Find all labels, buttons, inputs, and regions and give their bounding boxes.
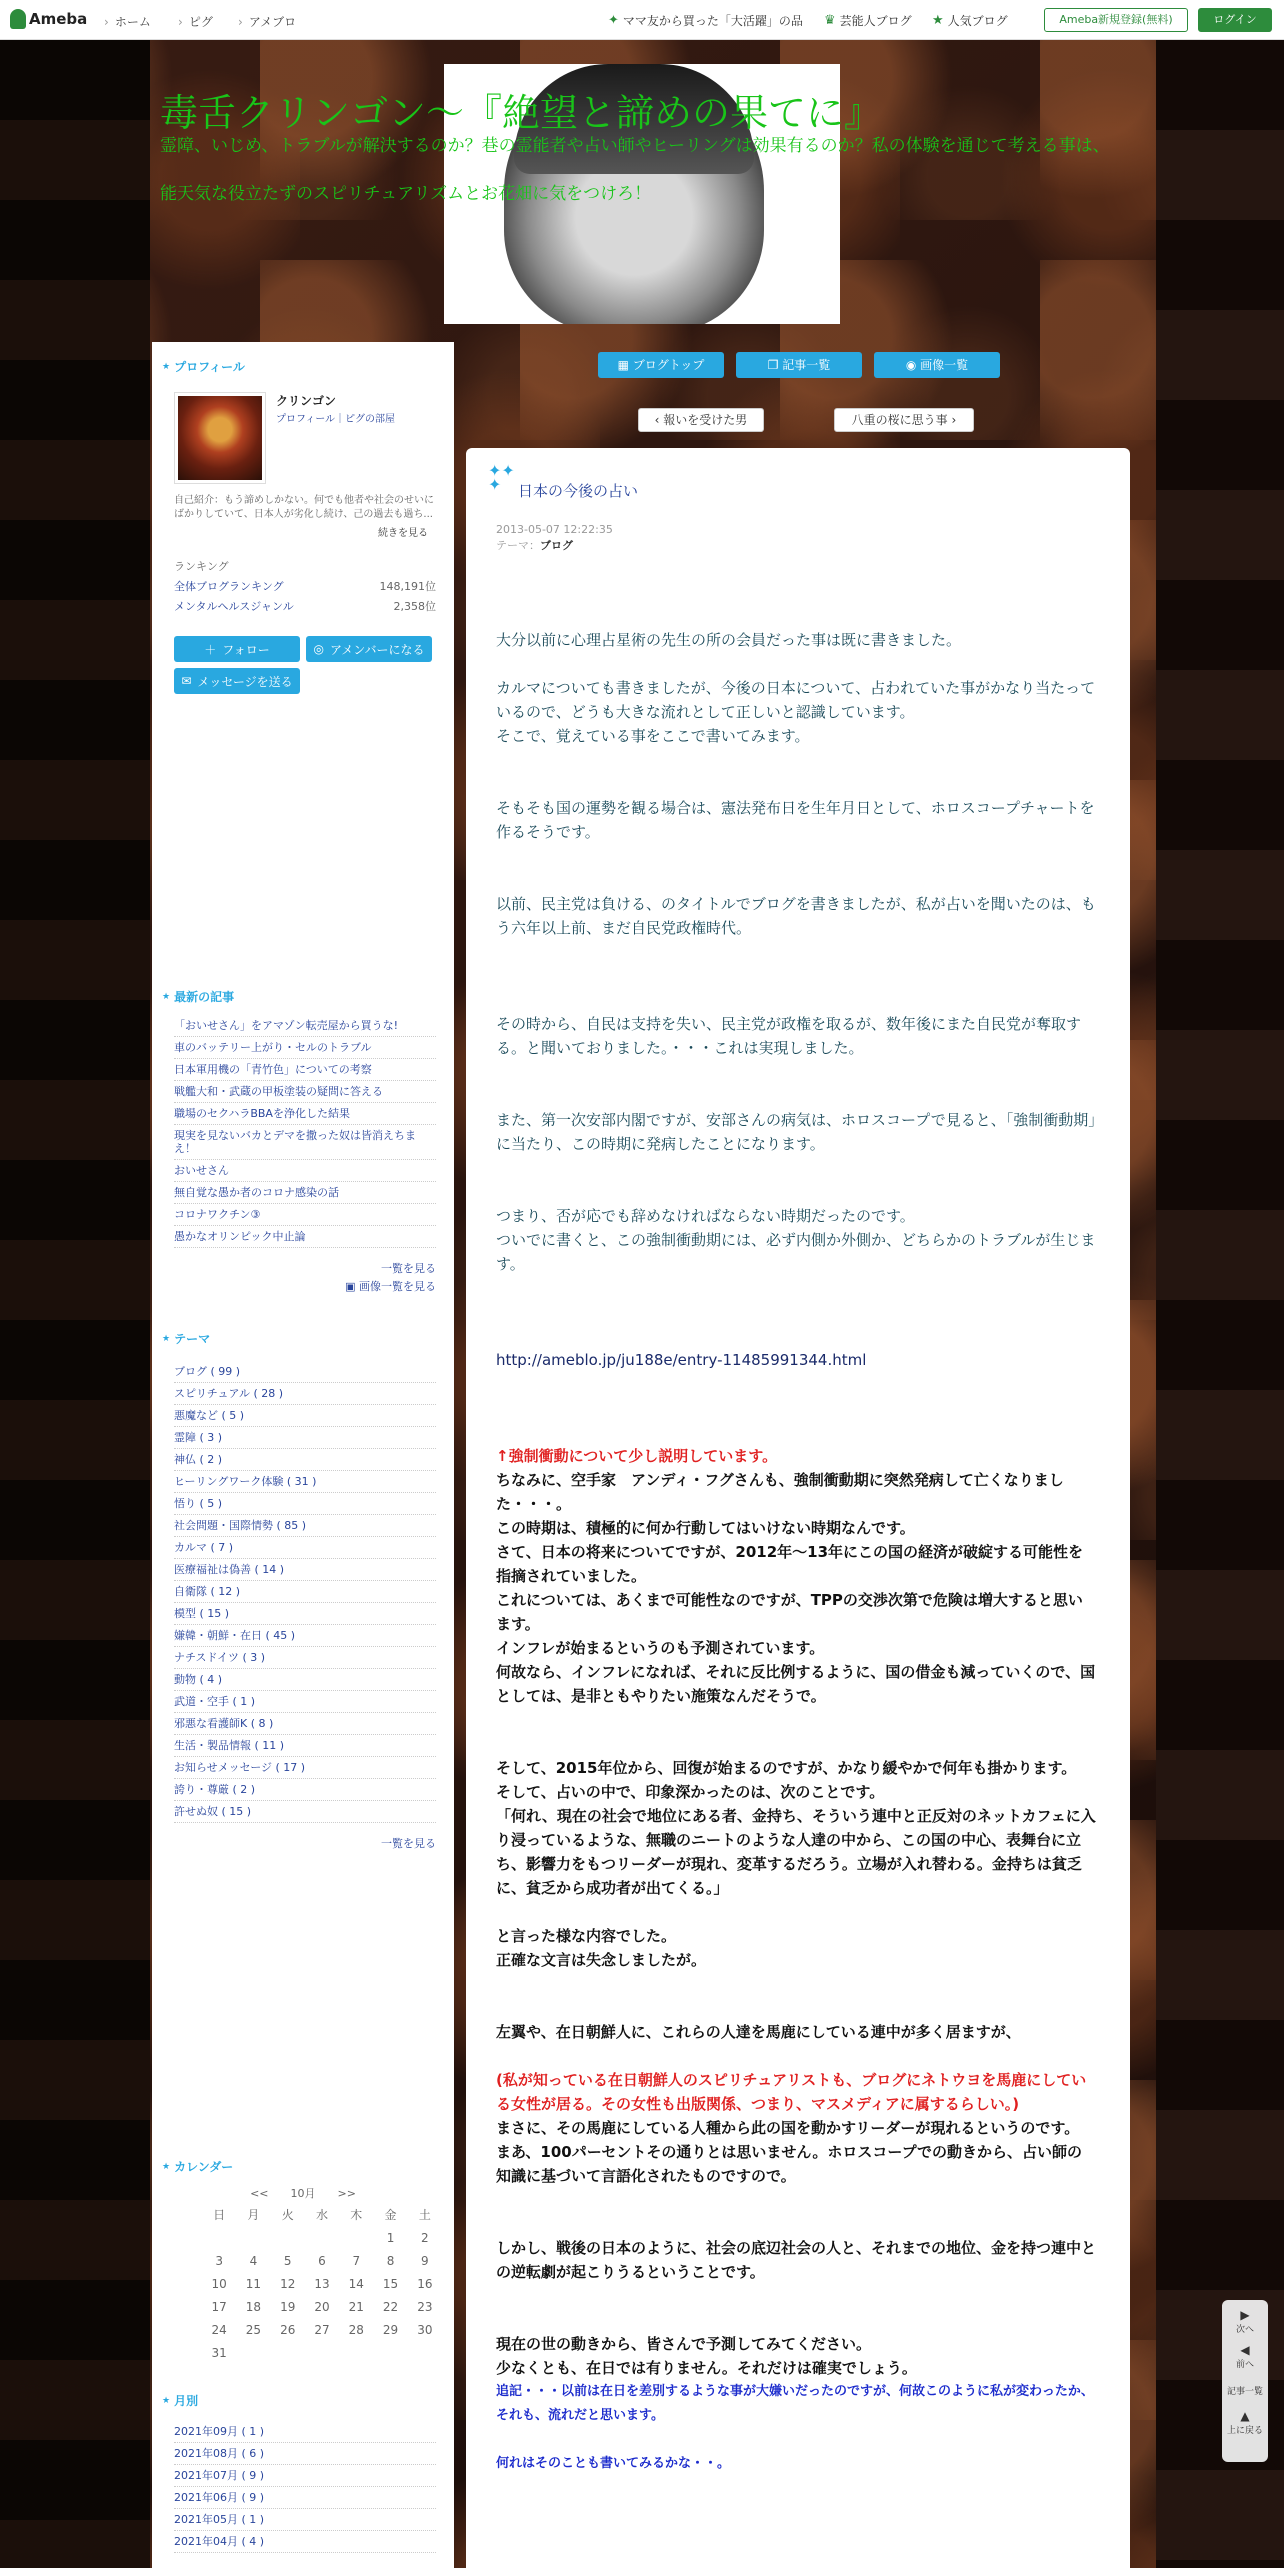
archive-month-link[interactable]: 2021年05月 ( 1 ) [174, 2509, 436, 2531]
calendar-weekday: 土 [418, 2208, 431, 2222]
profile-intro: 自己紹介：もう諦めしかない。何でも他者や社会のせいにばかりしていて、日本人が劣化し続け、己の過去も過ち... [174, 495, 434, 520]
recent-more-link[interactable]: 一覧を見る [381, 1262, 436, 1275]
documents-icon: ❐ [767, 358, 783, 372]
calendar-day[interactable]: 25 [245, 2322, 262, 2337]
paragraph: これについては、あくまで可能性なのですが、TPPの交渉次第で危険は増大すると思います。 [496, 1591, 1083, 1633]
background-right-panel [1156, 40, 1284, 2568]
prev-article-label: 報いを受けた男 [663, 413, 748, 427]
paragraph: さて、日本の将来についてですが、2012年～13年にこの国の経済が破綻する可能性を指摘されていました。 [496, 1543, 1084, 1585]
theme-link[interactable]: 許せぬ奴 ( 15 ) [174, 1801, 436, 1823]
theme-link[interactable]: 生活・製品情報 ( 11 ) [174, 1735, 436, 1757]
article-url-link[interactable]: http://ameblo.jp/ju188e/entry-11485991344.html [496, 1351, 867, 1369]
calendar-day [271, 2341, 305, 2364]
theme-link[interactable]: ナチスドイツ ( 3 ) [174, 1647, 436, 1669]
login-button[interactable]: ログイン [1198, 8, 1272, 32]
recent-article-link[interactable]: 車のバッテリー上がり・セルのトラブル [174, 1037, 436, 1059]
ranking-genre-label: メンタルヘルスジャンル [174, 600, 294, 613]
triangle-left-icon: ◀ [1240, 2343, 1250, 2357]
theme-list [174, 1361, 436, 1823]
ameba-logo-icon [10, 9, 26, 29]
ameba-logo-text: Ameba [29, 10, 88, 28]
amember-label: アメンバーになる [330, 642, 425, 657]
recent-article-link[interactable]: おいせさん [174, 1160, 436, 1182]
blog-description-line2: 能天気な役立たずのスピリチュアリズムとお花畑に気をつけろ！ [160, 184, 652, 204]
calendar-day[interactable]: 30 [417, 2322, 433, 2337]
calendar-day[interactable]: 10 [211, 2276, 227, 2291]
ameba-header-bar [0, 0, 1284, 40]
paragraph-note: 何れはそのことも書いてみるかな・・。 [496, 2456, 731, 2471]
article-date: 2013-05-07 12:22:35 [496, 523, 613, 536]
paragraph: この時期は、積極的に何か行動してはいけない時期なんです。 [496, 1519, 915, 1537]
calendar-day[interactable]: 22 [382, 2299, 399, 2314]
calendar-day[interactable]: 23 [417, 2299, 433, 2314]
recent-article-link[interactable]: 戦艦大和・武蔵の甲板塗装の疑問に答える [174, 1081, 436, 1103]
ranking-overall-value: 148,191位 [379, 580, 436, 593]
profile-name[interactable]: クリンゴン [276, 394, 337, 408]
themes-section [162, 1330, 444, 1851]
calendar-day[interactable]: 21 [348, 2299, 364, 2314]
calendar-month: 10月 [290, 2187, 316, 2200]
calendar-day[interactable]: 2 [421, 2230, 429, 2245]
calendar-day[interactable]: 1 [386, 2230, 395, 2245]
theme-link[interactable]: カルマ ( 7 ) [174, 1537, 436, 1559]
chevron-left-icon: ‹ [654, 413, 664, 427]
recent-heading-label: 最新の記事 [174, 990, 235, 1004]
nav-pigg[interactable]: › ピグ [178, 13, 213, 30]
amember-icon: ◎ [313, 642, 325, 656]
chevron-right-icon: › [947, 413, 957, 427]
popular-blog-link[interactable] [932, 12, 1008, 29]
calendar-day[interactable]: 19 [280, 2299, 296, 2314]
star-bullet-icon: ★ [162, 1333, 171, 1344]
calendar-day[interactable]: 28 [348, 2322, 364, 2337]
archive-month-link[interactable]: 2021年07月 ( 9 ) [174, 2465, 436, 2487]
calendar-week-row [202, 2272, 442, 2295]
calendar-day [339, 2226, 373, 2249]
nav-home[interactable]: › ホーム [104, 13, 151, 30]
plus-icon: ＋ [204, 642, 217, 657]
calendar-day[interactable]: 15 [382, 2276, 399, 2291]
theme-link[interactable]: 神仏 ( 2 ) [174, 1449, 436, 1471]
calendar-weekday: 火 [281, 2208, 294, 2222]
ameba-logo[interactable] [10, 9, 87, 29]
calendar-day[interactable]: 6 [318, 2253, 326, 2268]
amember-button[interactable] [306, 636, 432, 662]
back-to-top-button[interactable] [1222, 2409, 1268, 2436]
tab-image-list-label: 画像一覧 [920, 358, 969, 372]
profile-section [162, 358, 444, 385]
archive-heading-label: 月別 [174, 2394, 199, 2408]
recent-article-link[interactable]: 職場のセクハラBBAを浄化した結果 [174, 1103, 436, 1125]
image-icon: ▣ [345, 1280, 359, 1293]
calendar-week-row [202, 2226, 442, 2249]
article-meta [496, 522, 613, 554]
themes-heading [162, 1330, 444, 1347]
triangle-right-icon: ▶ [1240, 2308, 1250, 2322]
archive-month-link[interactable]: 2021年09月 ( 1 ) [174, 2421, 436, 2443]
calendar-week-row [202, 2295, 442, 2318]
recent-article-link[interactable]: 現実を見ないバカとデマを撒った奴は皆消えちまえ！ [174, 1125, 436, 1160]
calendar-day[interactable]: 9 [421, 2253, 429, 2268]
paragraph: インフレが始まるというのも予測されています。 [496, 1639, 825, 1657]
profile-more-link[interactable]: 続きを見る [378, 528, 428, 539]
article-list-button[interactable]: 記事一覧 [1226, 2387, 1263, 2397]
theme-link[interactable]: スピリチュアル ( 28 ) [174, 1383, 436, 1405]
calendar-day [339, 2341, 373, 2364]
archive-month-link[interactable]: 2021年08月 ( 6 ) [174, 2443, 436, 2465]
next-article-button[interactable] [1222, 2308, 1268, 2335]
image-list-label: 画像一覧を見る [359, 1280, 436, 1293]
blog-description-line1: 霊障、いじめ、トラブルが解決するのか？巷の霊能者や占い師やヒーリングは効果有るのか？私の体験を通じて考える事は、 [160, 136, 1110, 156]
profile-links[interactable]: プロフィール｜ピグの部屋 [276, 414, 395, 425]
calendar-day[interactable]: 18 [245, 2299, 262, 2314]
archive-month-link[interactable]: 2021年06月 ( 9 ) [174, 2487, 436, 2509]
camera-icon: ◉ [905, 358, 921, 372]
calendar-week-row [202, 2341, 442, 2364]
theme-link[interactable]: 邪悪な看護師K ( 8 ) [174, 1713, 436, 1735]
triangle-up-icon: ▲ [1240, 2409, 1250, 2423]
celebrity-blog-label: 芸能人ブログ [839, 14, 912, 28]
paragraph: ついでに書くと、この強制衝動期には、必ず内側か外側か、どちらかのトラブルが生じます。 [496, 1231, 1096, 1273]
recent-heading [162, 988, 444, 1005]
calendar-day[interactable]: 3 [215, 2253, 223, 2268]
paragraph: 以前、民主党は負ける、のタイトルでブログを書きましたが、私が占いを聞いたのは、もう六年以上前、まだ自民党政権時代。 [496, 895, 1096, 937]
theme-link[interactable]: 悪魔など ( 5 ) [174, 1405, 436, 1427]
top-label: 上に戻る [1226, 2426, 1263, 2436]
calendar-weekday-row [202, 2203, 442, 2226]
nav-ameblo[interactable]: › アメブロ [238, 13, 296, 30]
calendar-day [373, 2341, 407, 2364]
prev-article-button[interactable] [1222, 2343, 1268, 2370]
paragraph-highlight: ↑強制衝動について少し説明しています。 [496, 1447, 778, 1465]
calendar-heading-label: カレンダー [174, 2160, 234, 2174]
next-label: 次へ [1235, 2325, 1254, 2335]
paragraph: まさに、その馬鹿にしている人種から此の国を動かすリーダーが現れるというのです。 [496, 2119, 1080, 2137]
calendar-day[interactable]: 8 [386, 2253, 395, 2268]
crown-icon: ♛ [824, 13, 836, 28]
star-bullet-icon: ★ [162, 2395, 171, 2406]
sparkle-icon: ✦ [608, 13, 619, 28]
tab-blog-top-label: ブログトップ [632, 358, 705, 372]
themes-more-link[interactable]: 一覧を見る [381, 1837, 436, 1850]
star-icon: ★ [932, 13, 944, 28]
calendar-prev[interactable]: << [250, 2187, 269, 2200]
paragraph: 「何れ、現在の社会で地位にある者、金持ち、そういう連中と正反対のネットカフェに入り浸っているような、無職のニートのような人達の中から、この国の中心、表舞台に立ち、影響力をもつリーダーが現れ、変革するだろう。立場が入れ替わる。金持ちは貧乏に、貧乏から成功者が出てくる。」 [496, 1807, 1096, 1897]
paragraph: つまり、否が応でも辞めなければならない時期だったのです。 [496, 1207, 915, 1225]
theme-link[interactable]: 自衛隊 ( 12 ) [174, 1581, 436, 1603]
paragraph: その時から、自民は支持を失い、民主党が政権を取るが、数年後にまた自民党が奪取する。と聞いておりました。・・・これは実現しました。 [496, 1015, 1082, 1057]
theme-link[interactable]: ヒーリングワーク体験 ( 31 ) [174, 1471, 436, 1493]
paragraph: そもそも国の運勢を観る場合は、憲法発布日を生年月日として、ホロスコープチャートを作るそうです。 [496, 799, 1095, 841]
paragraph: また、第一次安部内閣ですが、安部さんの病気は、ホロスコープで見ると、「強制衝動期」に当たり、この時期に発病したことになります。 [496, 1111, 1096, 1153]
calendar-day [236, 2226, 270, 2249]
calendar-icon: ▦ [617, 358, 633, 372]
background-left-panel [0, 40, 150, 2568]
calendar-day [408, 2341, 442, 2364]
calendar-day[interactable]: 5 [283, 2253, 292, 2268]
article-theme-link[interactable]: ブログ [540, 539, 573, 552]
tab-image-list[interactable] [874, 352, 1000, 378]
ad-label: AD [156, 718, 170, 728]
archive-month-link[interactable]: 2021年04月 ( 4 ) [174, 2531, 436, 2553]
recent-article-link[interactable]: コロナワクチン③ [174, 1204, 436, 1226]
theme-link[interactable]: 医療福祉は偽善 ( 14 ) [174, 1559, 436, 1581]
star-bullet-icon: ★ [162, 361, 171, 372]
themes-heading-label: テーマ [174, 1332, 211, 1346]
paragraph: 現在の世の動きから、皆さんで予測してみてください。 [496, 2335, 872, 2353]
prev-article-link[interactable] [638, 408, 764, 432]
calendar-day[interactable]: 14 [348, 2276, 364, 2291]
calendar-day[interactable]: 31 [211, 2345, 227, 2360]
tab-article-list-label: 記事一覧 [782, 358, 831, 372]
ranking-row-overall[interactable] [174, 578, 436, 594]
calendar-day [271, 2226, 305, 2249]
calendar-day [236, 2341, 270, 2364]
ad-label-2: AD [156, 1888, 170, 1898]
next-article-link[interactable] [834, 408, 974, 432]
ranking-row-genre[interactable] [174, 598, 436, 614]
popular-blog-label: 人気ブログ [947, 14, 1008, 28]
tab-blog-top[interactable] [598, 352, 724, 378]
calendar-weekday: 金 [384, 2208, 397, 2222]
article-theme-label: テーマ： [496, 539, 540, 552]
paragraph: 左翼や、在日朝鮮人に、これらの人達を馬鹿にしている連中が多く居ますが、 [496, 2023, 1021, 2041]
calendar-day[interactable]: 24 [211, 2322, 227, 2337]
calendar-week-row [202, 2318, 442, 2341]
prev-label: 前へ [1235, 2360, 1254, 2370]
register-button[interactable]: Ameba新規登録(無料) [1044, 8, 1188, 32]
profile-avatar[interactable] [174, 392, 266, 484]
paragraph: 何故なら、インフレになれば、それに反比例するように、国の借金も減っていくので、国としては、是非ともやりたい施策なんだそうで。 [496, 1663, 1096, 1705]
paragraph: そして、2015年位から、回復が始まるのですが、かなり緩やかで何年も掛かります。 [496, 1759, 1077, 1777]
blog-description [160, 134, 1120, 206]
ranking-label: ランキング [174, 560, 229, 573]
calendar-day[interactable]: 12 [280, 2276, 296, 2291]
theme-link[interactable]: ブログ ( 99 ) [174, 1361, 436, 1383]
calendar-nav [162, 2185, 444, 2201]
calendar-day[interactable]: 29 [382, 2322, 399, 2337]
next-article-label: 八重の桜に思う事 [851, 413, 948, 427]
profile-heading-label: プロフィール [174, 360, 245, 374]
calendar-weekday: 水 [315, 2208, 328, 2222]
follow-button[interactable] [174, 636, 300, 662]
theme-link[interactable]: 霊障 ( 3 ) [174, 1427, 436, 1449]
calendar-day[interactable]: 11 [245, 2276, 262, 2291]
calendar-day[interactable]: 16 [417, 2276, 433, 2291]
recent-articles-section [162, 988, 444, 1294]
paragraph: そこで、覚えている事をここで書いてみます。 [496, 727, 810, 745]
mail-icon: ✉ [181, 674, 192, 688]
message-button[interactable] [174, 668, 300, 694]
calendar-day[interactable]: 17 [211, 2299, 227, 2314]
star-bullet-icon: ★ [162, 991, 171, 1002]
theme-link[interactable]: 社会問題・国際情勢 ( 85 ) [174, 1515, 436, 1537]
theme-link[interactable]: お知らせメッセージ ( 17 ) [174, 1757, 436, 1779]
calendar-day [202, 2226, 236, 2249]
image-list-link[interactable] [162, 1278, 436, 1294]
calendar-section [162, 2158, 444, 2364]
paragraph: 少なくとも、在日では有りません。それだけは確実でしょう。 [496, 2359, 917, 2377]
theme-link[interactable]: 武道・空手 ( 1 ) [174, 1691, 436, 1713]
theme-link[interactable]: 誇り・尊厳 ( 2 ) [174, 1779, 436, 1801]
paragraph: まあ、100パーセントその通りとは思いません。ホロスコープでの動きから、占い師の知識に基づいて言語化されたものですので。 [496, 2143, 1083, 2185]
tab-article-list[interactable] [736, 352, 862, 378]
promo-link-label: ママ友から買った「大活躍」の品 [622, 14, 803, 28]
calendar-heading [162, 2158, 444, 2175]
calendar-day[interactable]: 7 [352, 2253, 361, 2268]
calendar-day [305, 2226, 339, 2249]
calendar-week-row [202, 2249, 442, 2272]
theme-link[interactable]: 動物 ( 4 ) [174, 1669, 436, 1691]
calendar-table [202, 2203, 442, 2364]
paragraph: と言った様な内容でした。 [496, 1927, 677, 1945]
profile-heading [162, 358, 444, 375]
calendar-day[interactable]: 20 [314, 2299, 330, 2314]
theme-link[interactable]: 悟り ( 5 ) [174, 1493, 436, 1515]
theme-link[interactable]: 模型 ( 15 ) [174, 1603, 436, 1625]
ranking-overall-label: 全体ブログランキング [174, 580, 284, 593]
floating-nav [1222, 2300, 1268, 2462]
calendar-day[interactable]: 4 [249, 2253, 258, 2268]
calendar-weekday: 日 [213, 2208, 226, 2222]
recent-article-link[interactable]: 「おいせさん」をアマゾン転売屋から買うな! [174, 1015, 436, 1037]
calendar-weekday: 月 [247, 2208, 260, 2222]
recent-list [174, 1015, 436, 1248]
archive-section [162, 2392, 444, 2553]
stars-icon: ✦✦ ✦ [488, 461, 515, 494]
recent-article-link[interactable]: 無自覚な愚か者のコロナ感染の話 [174, 1182, 436, 1204]
calendar-day[interactable]: 13 [314, 2276, 330, 2291]
calendar-day [305, 2341, 339, 2364]
article-card [466, 448, 1130, 2568]
calendar-day[interactable]: 26 [280, 2322, 296, 2337]
article-title[interactable]: 日本の今後の占い [518, 482, 639, 500]
paragraph-note: 追記・・・以前は在日を差別するような事が大嫌いだったのですが、何故このように私が変わったか、それも、流れだと思います。 [496, 2384, 1094, 2423]
recent-article-link[interactable]: 愚かなオリンピック中止論 [174, 1226, 436, 1248]
paragraph: しかし、戦後の日本のように、社会の底辺社会の人と、それまでの地位、金を持つ連中との逆転劇が起こりうるということです。 [496, 2239, 1097, 2281]
archive-list [174, 2421, 436, 2553]
celebrity-blog-link[interactable] [824, 12, 912, 29]
star-bullet-icon: ★ [162, 2161, 171, 2172]
archive-heading [162, 2392, 444, 2409]
paragraph: カルマについても書きましたが、今後の日本について、占われていた事がかなり当たっているので、どうも大きな流れとして正しいと認識しています。 [496, 679, 1096, 721]
blog-title[interactable]: 毒舌クリンゴン～『絶望と諦めの果てに』 [160, 91, 883, 135]
follow-label: フォロー [222, 642, 270, 657]
sidebar [152, 342, 454, 2568]
ranking-genre-value: 2,358位 [393, 600, 436, 613]
avatar-image [178, 396, 262, 480]
message-label: メッセージを送る [197, 674, 293, 689]
paragraph: 正確な文言は失念しましたが。 [496, 1951, 707, 1969]
calendar-weekday: 木 [350, 2208, 363, 2222]
recent-article-link[interactable]: 日本軍用機の「青竹色」についての考察 [174, 1059, 436, 1081]
calendar-next[interactable]: >> [337, 2187, 356, 2200]
paragraph-highlight: (私が知っている在日朝鮮人のスピリチュアリストも、ブログにネトウヨを馬鹿にしている女性が居る。その女性も出版関係、つまり、マスメディアに属するらしい。) [496, 2071, 1087, 2113]
article-theme [496, 538, 613, 554]
calendar-day[interactable]: 27 [314, 2322, 330, 2337]
theme-link[interactable]: 嫌韓・朝鮮・在日 ( 45 ) [174, 1625, 436, 1647]
promo-link[interactable] [608, 12, 803, 29]
article-body [496, 628, 1096, 2476]
ranking-list [174, 578, 436, 618]
paragraph: ちなみに、空手家 アンディ・フグさんも、強制衝動期に突然発病して亡くなりました・・・。 [496, 1471, 1064, 1513]
paragraph: そして、占いの中で、印象深かったのは、次のことです。 [496, 1783, 885, 1801]
paragraph: 大分以前に心理占星術の先生の所の会員だった事は既に書きました。 [496, 631, 962, 649]
